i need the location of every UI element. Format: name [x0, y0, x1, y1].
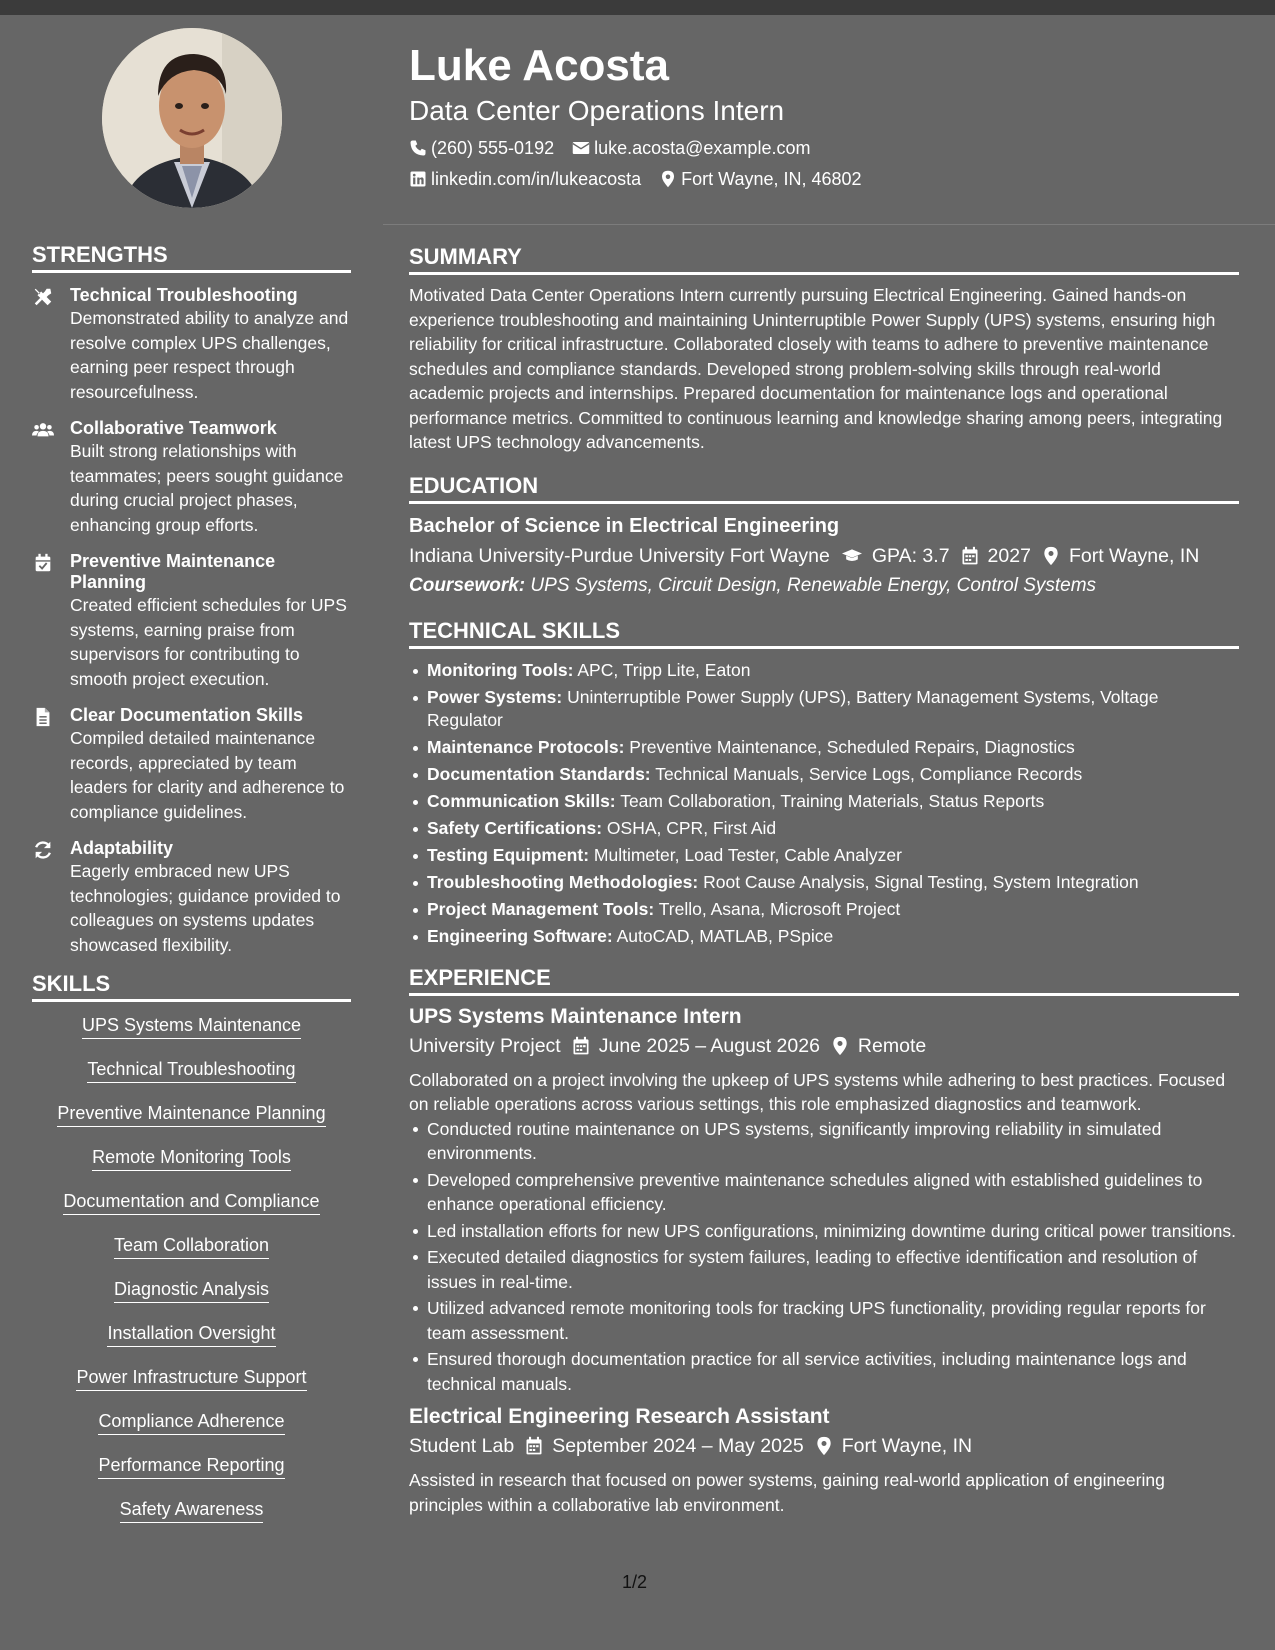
skill-item: Installation Oversight — [107, 1322, 275, 1347]
gpa: GPA: 3.7 — [871, 544, 950, 567]
skill-value: OSHA, CPR, First Aid — [606, 818, 777, 838]
tools-icon — [32, 286, 54, 308]
skill-label: Monitoring Tools: — [427, 659, 574, 680]
list-item — [409, 844, 1239, 868]
skill-value: APC, Tripp Lite, Eaton — [577, 659, 751, 680]
coursework — [409, 574, 1239, 598]
experience-title: UPS Systems Maintenance Intern — [409, 1004, 742, 1028]
skill-label: Communication Skills: — [427, 791, 616, 811]
skill-label: Troubleshooting Methodologies: — [427, 872, 699, 892]
list-item — [409, 817, 1239, 841]
experience-desc: Collaborated on a project involving the upkeep of UPS systems while adhering to best practices. Focused on reliable operations across various settings, this role emphasized diagnostics and teamwork. — [409, 1069, 1226, 1114]
list-item: Led installation efforts for new UPS configurations, minimizing downtime during critical power transitions. — [409, 1219, 1239, 1244]
strength-desc: Compiled detailed maintenance records, appreciated by team leaders for clarity and adherence to compliance guidelines. — [70, 728, 345, 822]
email-text: luke.acosta@example.com — [594, 138, 811, 158]
skill-value: AutoCAD, MATLAB, PSpice — [616, 926, 834, 946]
list-item: Ensured thorough documentation practice for all service activities, including maintenance logs and technical manuals. — [409, 1347, 1239, 1396]
calendar-icon — [571, 1036, 591, 1056]
list-item — [409, 659, 1239, 683]
experience-title: Electrical Engineering Research Assistant — [409, 1405, 830, 1428]
skill-value: Technical Manuals, Service Logs, Compliance Records — [655, 764, 1083, 784]
strengths-heading: STRENGTHS — [32, 242, 351, 273]
list-item — [409, 871, 1239, 895]
skill-item: Safety Awareness — [120, 1498, 264, 1523]
list-item — [409, 790, 1239, 814]
strength-desc: Demonstrated ability to analyze and resolve complex UPS challenges, earning peer respect through resourcefulness. — [70, 308, 349, 402]
list-item — [409, 763, 1239, 787]
skill-label: Project Management Tools: — [427, 899, 655, 919]
list-item: Conducted routine maintenance on UPS systems, significantly improving reliability in simulated environments. — [409, 1117, 1239, 1166]
experience-dates: September 2024 – May 2025 — [552, 1435, 804, 1457]
education-heading: EDUCATION — [409, 473, 1239, 504]
candidate-name: Luke Acosta — [409, 41, 670, 90]
skill-value: Uninterruptible Power Supply (UPS), Battery Management Systems, Voltage Regulator — [427, 686, 1159, 730]
strength-title: Preventive Maintenance Planning — [70, 551, 276, 592]
skill-label: Engineering Software: — [427, 926, 613, 946]
strength-title: Adaptability — [70, 838, 174, 858]
envelope-icon — [572, 139, 590, 157]
list-item — [409, 736, 1239, 760]
calendar-check-icon — [32, 552, 54, 574]
strength-title: Clear Documentation Skills — [70, 705, 304, 725]
document-icon — [32, 706, 54, 728]
experience-heading: EXPERIENCE — [409, 965, 1239, 996]
strength-item — [32, 705, 351, 824]
experience-entry — [409, 1404, 1239, 1517]
phone-contact — [409, 137, 554, 159]
experience-bullets — [409, 1117, 1239, 1397]
map-pin-icon — [1041, 546, 1061, 566]
strength-desc: Built strong relationships with teammates; peers sought guidance during crucial project phases, enhancing group efforts. — [70, 441, 344, 535]
list-item: Utilized advanced remote monitoring tools for tracking UPS functionality, providing regular reports for team assessment. — [409, 1296, 1239, 1345]
experience-desc: Assisted in research that focused on power systems, gaining real-world application of engineering principles within a collaborative lab environment. — [409, 1470, 1165, 1515]
phone-text: (260) 555-0192 — [431, 138, 555, 158]
strength-desc: Eagerly embraced new UPS technologies; guidance provided to colleagues on systems updates showcased flexibility. — [70, 861, 341, 955]
skill-item: Performance Reporting — [98, 1454, 284, 1479]
skill-item: Compliance Adherence — [98, 1410, 284, 1435]
skill-label: Power Systems: — [427, 686, 563, 707]
skill-item: Remote Monitoring Tools — [92, 1146, 291, 1171]
top-bar — [0, 0, 1275, 15]
map-pin-icon — [814, 1436, 834, 1456]
skills-heading: SKILLS — [32, 971, 351, 1002]
skill-item: Technical Troubleshooting — [87, 1058, 295, 1083]
experience-dates: June 2025 – August 2026 — [598, 1034, 820, 1057]
graduation-cap-icon — [840, 546, 864, 566]
list-item — [409, 686, 1239, 733]
skill-item: Team Collaboration — [114, 1234, 269, 1259]
users-icon — [32, 419, 54, 441]
skill-value: Team Collaboration, Training Materials, Status Reports — [620, 791, 1045, 811]
list-item — [409, 898, 1239, 922]
strength-item — [32, 418, 351, 537]
profile-photo — [102, 28, 282, 208]
linkedin-contact — [409, 168, 641, 190]
skill-item: Diagnostic Analysis — [114, 1278, 269, 1303]
list-item: Executed detailed diagnostics for system failures, leading to effective identification and resolution of issues in real-time. — [409, 1245, 1239, 1294]
contact-row — [409, 137, 1239, 159]
skill-item: UPS Systems Maintenance — [82, 1014, 301, 1039]
strength-item — [32, 838, 351, 957]
skill-item: Power Infrastructure Support — [76, 1366, 306, 1391]
list-item — [409, 925, 1239, 949]
degree-title: Bachelor of Science in Electrical Engineering — [409, 514, 840, 537]
location-text: Fort Wayne, IN, 46802 — [681, 169, 862, 189]
summary-heading: SUMMARY — [409, 244, 1239, 275]
experience-meta — [409, 1034, 1239, 1058]
experience-meta — [409, 1434, 1239, 1458]
skill-value: Preventive Maintenance, Scheduled Repairs, Diagnostics — [629, 737, 1075, 757]
experience-entry — [409, 1004, 1239, 1397]
experience-org: University Project — [409, 1034, 561, 1057]
skill-label: Testing Equipment: — [427, 845, 590, 865]
technical-skills-list — [409, 659, 1239, 949]
contact-row — [409, 168, 1239, 190]
strength-item — [32, 551, 351, 691]
map-pin-icon — [830, 1036, 850, 1056]
strength-title: Technical Troubleshooting — [70, 285, 298, 305]
skill-label: Maintenance Protocols: — [427, 737, 625, 757]
school-location: Fort Wayne, IN — [1068, 544, 1200, 567]
skills-list — [32, 1014, 351, 1542]
skill-label: Safety Certifications: — [427, 818, 603, 838]
sync-icon — [32, 839, 54, 861]
skill-value: Trello, Asana, Microsoft Project — [658, 899, 901, 919]
job-title: Data Center Operations Intern — [409, 95, 785, 126]
experience-location: Fort Wayne, IN — [841, 1435, 973, 1457]
linkedin-text: linkedin.com/in/lukeacosta — [431, 169, 642, 189]
school-name: Indiana University-Purdue University Fort Wayne — [409, 544, 830, 567]
main-content — [409, 40, 1239, 1517]
email-contact — [572, 137, 810, 159]
linkedin-icon — [409, 170, 427, 188]
strength-item — [32, 285, 351, 404]
page-number: 1/2 — [622, 1572, 648, 1592]
technical-skills-heading: TECHNICAL SKILLS — [409, 618, 1239, 649]
phone-icon — [409, 139, 427, 157]
skill-label: Documentation Standards: — [427, 764, 651, 784]
education-details — [409, 544, 1239, 568]
graduation-year: 2027 — [987, 544, 1031, 567]
strength-desc: Created efficient schedules for UPS systems, earning praise from supervisors for contributing to smooth project execution. — [70, 595, 347, 689]
skill-value: Multimeter, Load Tester, Cable Analyzer — [593, 845, 902, 865]
location-contact — [659, 168, 861, 190]
sidebar — [32, 28, 351, 1542]
header-divider — [383, 224, 1275, 225]
skill-item: Preventive Maintenance Planning — [57, 1102, 325, 1127]
coursework-text: UPS Systems, Circuit Design, Renewable Energy, Control Systems — [530, 574, 1097, 596]
calendar-icon — [524, 1436, 544, 1456]
skill-value: Root Cause Analysis, Signal Testing, System Integration — [703, 872, 1139, 892]
skill-item: Documentation and Compliance — [63, 1190, 319, 1215]
summary-text: Motivated Data Center Operations Intern currently pursuing Electrical Engineering. Gained hands-on experience troubleshooting and maintaining Uninterruptible Power Supply (UPS) systems, ensuring high reliability for critical infrastructure. Collaborated closely with teams to adhere to preventive maintenance schedules and compliance standards. Developed strong problem-solving skills through real-world academic projects and internships. Prepared documentation for maintenance logs and operational performance metrics. Committed to continuous learning and knowledge sharing among peers, integrating latest UPS technology advancements. — [409, 285, 1223, 452]
experience-location: Remote — [857, 1034, 927, 1057]
strength-title: Collaborative Teamwork — [70, 418, 277, 438]
list-item: Developed comprehensive preventive maintenance schedules aligned with established guidelines to enhance operational efficiency. — [409, 1168, 1239, 1217]
map-pin-icon — [659, 170, 677, 188]
experience-org: Student Lab — [409, 1435, 515, 1457]
calendar-icon — [960, 546, 980, 566]
coursework-label: Coursework: — [409, 574, 526, 596]
